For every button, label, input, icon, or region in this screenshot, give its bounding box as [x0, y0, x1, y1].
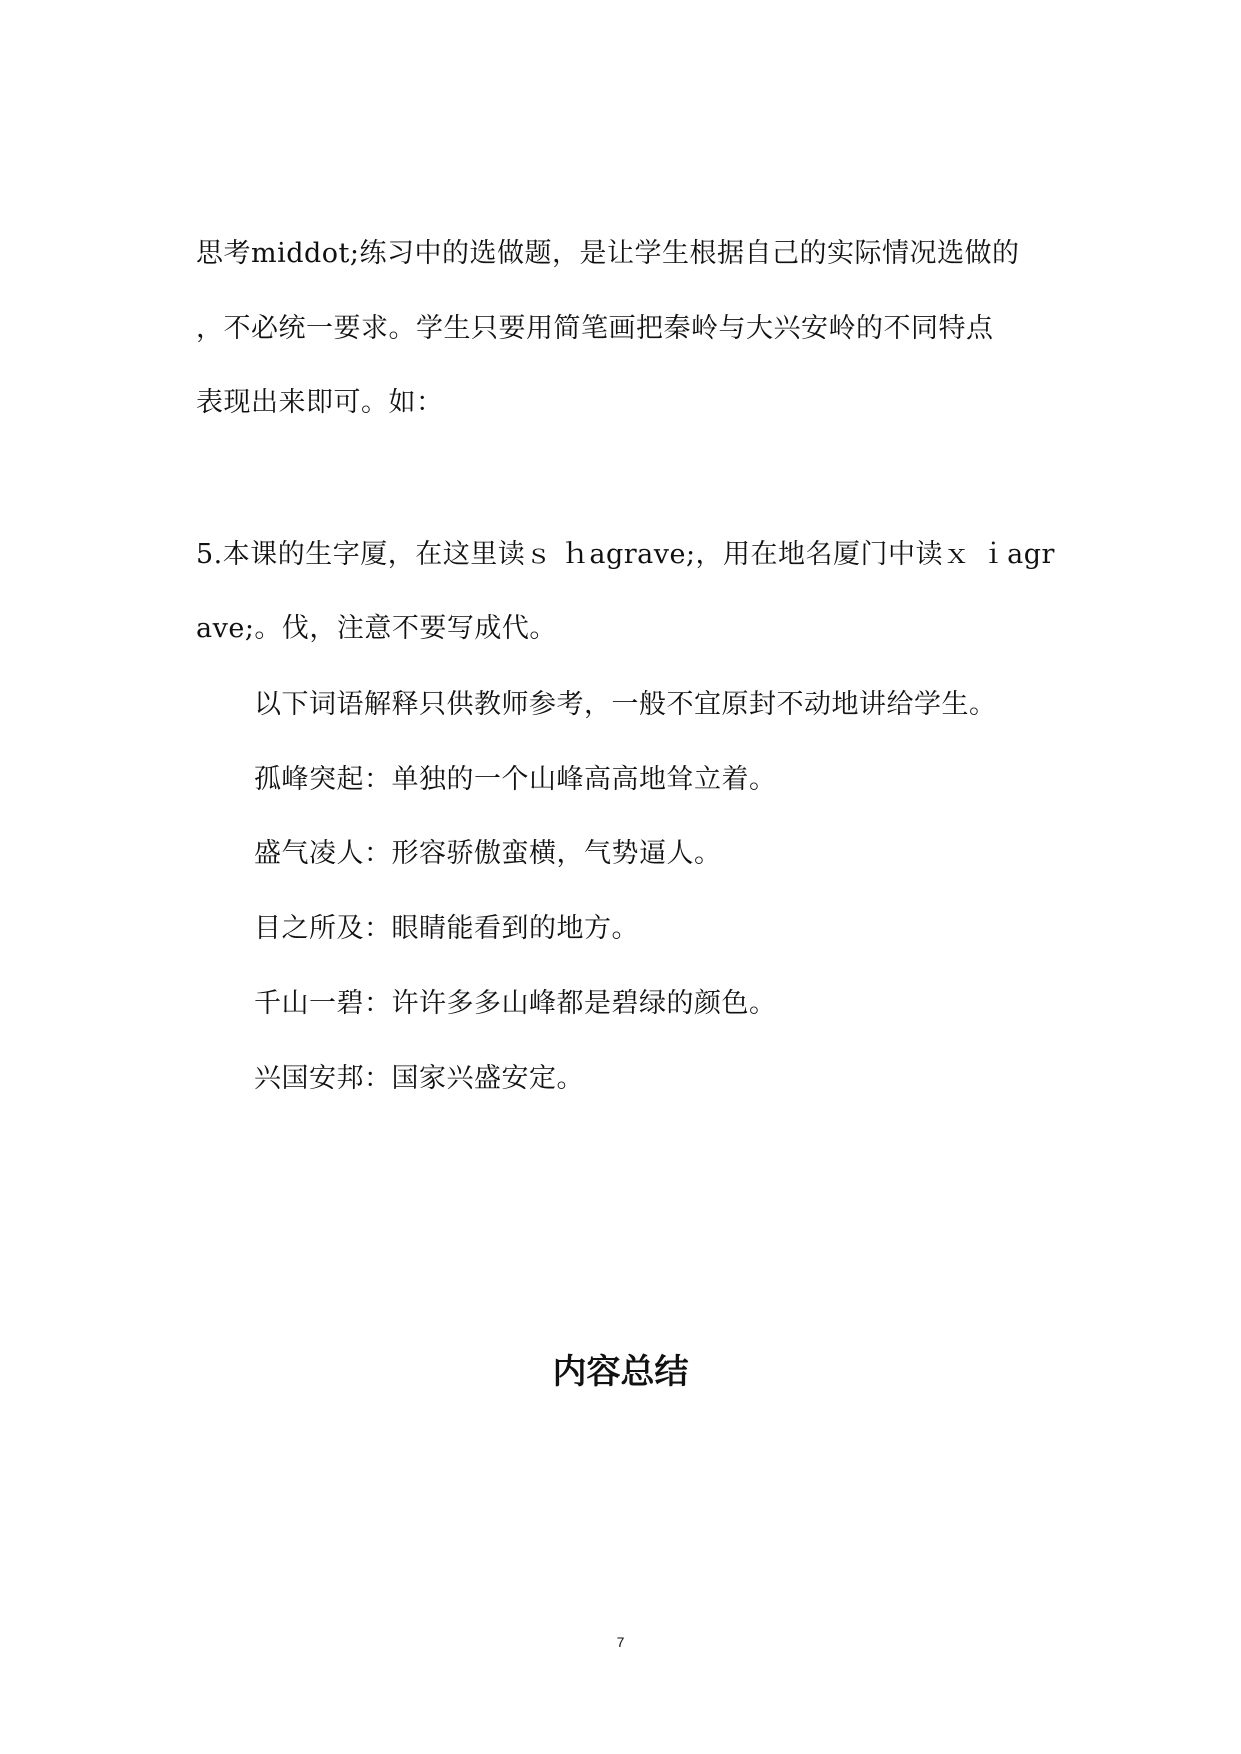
glossary-item: 孤峰突起：单独的一个山峰高高地耸立着。	[254, 764, 777, 795]
glossary-item: 盛气凌人：形容骄傲蛮横，气势逼人。	[254, 838, 722, 869]
page-number: 7	[616, 1634, 625, 1650]
paragraph-2-line-1: 5.本课的生字厦，在这里读ｓ ｈagrave;，用在地名厦门中读ｘ ｉagr	[196, 539, 1055, 570]
glossary-item: 目之所及：眼睛能看到的地方。	[254, 913, 639, 944]
glossary-item: 兴国安邦：国家兴盛安定。	[254, 1063, 584, 1094]
paragraph-1-line-3: 表现出来即可。如：	[196, 387, 444, 418]
glossary-intro: 以下词语解释只供教师参考，一般不宜原封不动地讲给学生。	[254, 689, 997, 720]
paragraph-2-line-2: ave;。伐，注意不要写成代。	[196, 613, 557, 644]
section-heading: 内容总结	[552, 1352, 689, 1392]
glossary-item: 千山一碧：许许多多山峰都是碧绿的颜色。	[254, 988, 777, 1019]
paragraph-1-line-2: ，不必统一要求。学生只要用简笔画把秦岭与大兴安岭的不同特点	[196, 313, 994, 344]
paragraph-1-line-1: 思考middot;练习中的选做题，是让学生根据自己的实际情况选做的	[196, 238, 1020, 269]
